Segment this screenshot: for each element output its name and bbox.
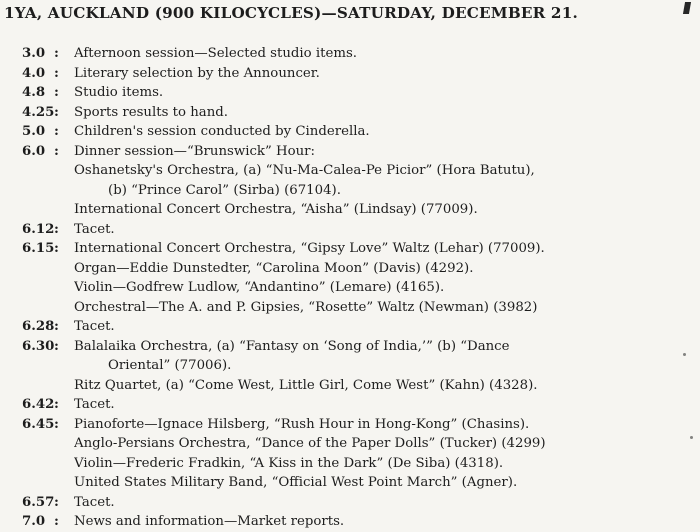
programme-continuation	[22, 181, 694, 201]
programme-entry	[22, 493, 694, 513]
entry-text: Tacet.	[74, 397, 115, 412]
programme-subentry	[22, 298, 694, 318]
programme-subentry	[22, 473, 694, 493]
time-separator: :	[54, 143, 59, 159]
time-separator: :	[54, 124, 59, 139]
entry-text: United States Military Band, “Official West Point March” (Agner).	[74, 475, 518, 490]
entry-text: Afternoon session—Selected studio items.	[74, 46, 358, 61]
programme-entry	[22, 44, 694, 64]
entry-text: Tacet.	[74, 221, 115, 237]
programme-list	[22, 44, 694, 532]
entry-text: International Concert Orchestra, “Aisha” (Lindsay) (77009).	[74, 202, 478, 217]
entry-time: 6.30	[22, 338, 55, 354]
entry-time: 6.57	[22, 494, 55, 510]
time-separator: :	[54, 397, 59, 412]
programme-subentry	[22, 161, 694, 181]
time-separator: :	[54, 65, 59, 81]
entry-time: 7.0	[22, 514, 46, 529]
time-separator: :	[54, 46, 59, 61]
time-separator: :	[54, 494, 59, 510]
entry-time: 5.0	[22, 124, 46, 139]
entry-text: Children's session conducted by Cinderella.	[74, 124, 370, 139]
entry-time: 4.0	[22, 65, 46, 81]
programme-entry	[22, 512, 694, 532]
programme-continuation	[22, 356, 694, 376]
entry-text: Balalaika Orchestra, (a) “Fantasy on ‘Song of India,’” (b) “Dance	[74, 338, 510, 354]
programme-subentry	[22, 259, 694, 279]
programme-entry	[22, 239, 694, 259]
programme-subentry	[22, 376, 694, 396]
entry-time: 4.8	[22, 85, 46, 100]
programme-entry	[22, 337, 694, 357]
time-separator: :	[54, 338, 59, 354]
programme-entry	[22, 64, 694, 84]
entry-text: Violin—Frederic Fradkin, “A Kiss in the Dark” (De Siba) (4318).	[74, 455, 504, 471]
programme-entry	[22, 142, 694, 162]
entry-time: 6.0	[22, 143, 46, 159]
entry-text: News and information—Market reports.	[74, 514, 345, 529]
time-separator: :	[54, 104, 59, 120]
programme-subentry	[22, 454, 694, 474]
time-separator: :	[54, 514, 59, 529]
programme-entry	[22, 122, 694, 142]
programme-entry	[22, 415, 694, 435]
entry-text: Violin—Godfrew Ludlow, “Andantino” (Lemare) (4165).	[74, 280, 445, 295]
programme-entry	[22, 83, 694, 103]
entry-text: Studio items.	[74, 85, 164, 100]
time-separator: :	[54, 241, 59, 256]
page-title: 1YA, AUCKLAND (900 KILOCYCLES)—SATURDAY, DECEMBER 21.	[4, 4, 578, 22]
print-speck	[690, 436, 693, 439]
time-separator: :	[54, 416, 59, 432]
programme-subentry	[22, 200, 694, 220]
entry-text: Oshanetsky's Orchestra, (a) “Nu-Ma-Calea-Pe Picior” (Hora Batutu),	[74, 163, 535, 178]
time-separator: :	[54, 319, 59, 334]
time-separator: :	[54, 85, 59, 100]
entry-time: 4.25	[22, 104, 55, 120]
time-separator: :	[54, 221, 59, 237]
entry-text: Oriental” (77006).	[108, 358, 232, 373]
entry-text: Organ—Eddie Dunstedter, “Carolina Moon” (Davis) (4292).	[74, 260, 474, 276]
programme-entry	[22, 317, 694, 337]
entry-time: 6.45	[22, 416, 55, 432]
entry-text: Anglo-Persians Orchestra, “Dance of the Paper Dolls” (Tucker) (4299)	[74, 436, 546, 451]
programme-entry	[22, 395, 694, 415]
entry-text: (b) “Prince Carol” (Sirba) (67104).	[108, 182, 341, 198]
entry-time: 3.0	[22, 46, 46, 61]
entry-text: Ritz Quartet, (a) “Come West, Little Girl, Come West” (Kahn) (4328).	[74, 377, 538, 393]
entry-time: 6.42	[22, 397, 55, 412]
entry-time: 6.15	[22, 241, 55, 256]
entry-text: Orchestral—The A. and P. Gipsies, “Rosette” Waltz (Newman) (3982)	[74, 299, 538, 315]
entry-text: Literary selection by the Announcer.	[74, 65, 320, 81]
programme-entry	[22, 220, 694, 240]
entry-text: Tacet.	[74, 319, 115, 334]
entry-text: Dinner session—“Brunswick” Hour:	[74, 143, 315, 159]
programme-entry	[22, 103, 694, 123]
programme-subentry	[22, 278, 694, 298]
programme-subentry	[22, 434, 694, 454]
entry-text: Pianoforte—Ignace Hilsberg, “Rush Hour in Hong-Kong” (Chasins).	[74, 416, 530, 432]
entry-time: 6.12	[22, 221, 55, 237]
print-speck	[683, 353, 686, 356]
entry-text: International Concert Orchestra, “Gipsy Love” Waltz (Lehar) (77009).	[74, 241, 545, 256]
entry-text: Sports results to hand.	[74, 104, 229, 120]
entry-text: Tacet.	[74, 494, 115, 510]
entry-time: 6.28	[22, 319, 55, 334]
